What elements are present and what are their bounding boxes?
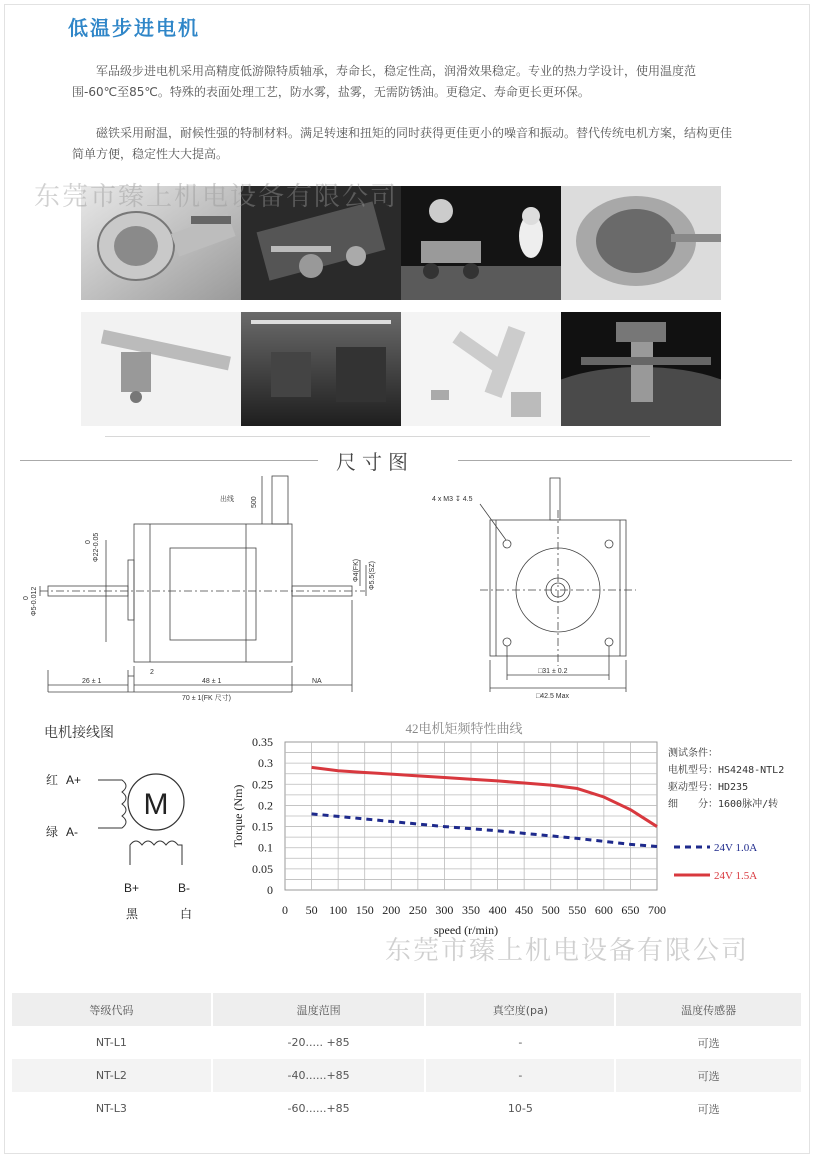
x-tick-label: 400 (488, 903, 507, 917)
watermark-bottom: 东莞市臻上机电设备有限公司 (385, 936, 750, 966)
label-na: NA (312, 678, 322, 685)
torque-speed-chart (228, 716, 808, 946)
wiring-title: 电机接线图 (44, 725, 114, 741)
cell-sensor: 可选 (615, 1059, 802, 1092)
chart-title: 42电机矩频特性曲线 (405, 721, 523, 736)
terminal-a-plus: A+ (66, 773, 82, 787)
y-tick-label: 0.15 (252, 819, 273, 834)
x-tick-label: 450 (515, 903, 534, 917)
cell-vacuum: - (425, 1026, 615, 1059)
label-holes: 4 x M3 ↧ 4.5 (432, 496, 473, 503)
photo-robot-arm (401, 312, 561, 426)
x-tick-label: 500 (541, 903, 560, 917)
label-26: 26 ± 1 (82, 678, 102, 685)
section-line-right (458, 460, 792, 461)
terminal-a-minus: A- (66, 825, 78, 839)
x-tick-label: 300 (435, 903, 454, 917)
photo-moon-rover (401, 186, 561, 300)
cell-grade: NT-L3 (12, 1092, 212, 1125)
table-header-row (12, 993, 802, 1026)
section-title-dimension: 尺寸图 (336, 450, 414, 474)
y-tick-label: 0.35 (252, 735, 273, 749)
intro-paragraph-2: 磁铁采用耐温，耐候性强的特制材料。满足转速和扭矩的同时获得更佳更小的噪音和振动。替代传统电机方案，结构更佳简单方便，稳定性大大提高。 (72, 126, 733, 161)
cell-sensor: 可选 (615, 1092, 802, 1125)
dimension-drawing (20, 470, 800, 705)
test-condition-microstep: 细 分：1600脉冲/转 (668, 799, 779, 810)
cell-range: -20..... +85 (212, 1026, 426, 1059)
label-lead-length: 500 (251, 496, 258, 508)
cell-grade: NT-L1 (12, 1026, 212, 1059)
terminal-b-minus: B- (178, 881, 190, 895)
label-sz: Φ5.5(SZ) (369, 561, 376, 590)
x-axis-label: speed (r/min) (433, 923, 499, 937)
x-tick-label: 100 (329, 903, 348, 917)
label-shaft-tolerance: 0 (23, 596, 30, 600)
test-condition-driver: 驱动型号：HD235 (668, 782, 749, 793)
label-2: 2 (150, 669, 154, 676)
legend-label-1: 24V 1.0A (714, 842, 758, 854)
label-shaft-diameter: Φ5-0.012 (31, 586, 38, 616)
x-tick-label: 150 (355, 903, 374, 917)
y-tick-label: 0.25 (252, 777, 273, 792)
wire-color-white: 白 (180, 907, 193, 921)
header-vacuum: 真空度(pa) (425, 993, 615, 1026)
x-tick-label: 0 (282, 903, 288, 917)
header-temperature-range: 温度范围 (212, 993, 426, 1026)
y-axis-label: Torque (Nm) (231, 784, 245, 848)
header-temp-sensor: 温度传感器 (615, 993, 802, 1026)
y-tick-label: 0.3 (258, 756, 273, 771)
x-tick-label: 700 (648, 903, 666, 917)
section-line-left (20, 460, 318, 461)
table-row (12, 1092, 802, 1125)
x-tick-label: 350 (462, 903, 480, 917)
y-tick-label: 0.05 (252, 861, 273, 876)
photo-cleanroom (241, 312, 401, 426)
legend-label-2: 24V 1.5A (714, 870, 758, 882)
table-row (12, 1059, 802, 1092)
header-grade-code: 等级代码 (12, 993, 212, 1026)
page-title: 低温步进电机 (68, 16, 200, 40)
divider (105, 436, 650, 437)
cell-grade: NT-L2 (12, 1059, 212, 1092)
test-condition-motor: 电机型号：HS4248-NTL2 (668, 765, 785, 776)
photo-gear-motor (561, 186, 721, 300)
x-tick-label: 650 (621, 903, 640, 917)
x-tick-label: 600 (594, 903, 613, 917)
label-boss-diameter: Φ22-0.05 (93, 532, 100, 562)
y-tick-label: 0 (267, 883, 273, 897)
wire-color-green: 绿 (46, 825, 59, 839)
series-line-1 (312, 814, 657, 847)
label-lead: 出线 (220, 496, 234, 503)
photo-space-station (561, 312, 721, 426)
cell-sensor: 可选 (615, 1026, 802, 1059)
x-tick-label: 50 (305, 903, 318, 917)
y-tick-label: 0.1 (258, 840, 273, 855)
intro-paragraph-1: 军品级步进电机采用高精度低游隙特质轴承，寿命长，稳定性高，润滑效果稳定。专业的热力学设计，使用温度范围-60℃至85℃。特殊的表面处理工艺，防水雾，盐雾，无需防锈油。更稳定、寿命更长更环保。 (72, 64, 697, 99)
label-48: 48 ± 1 (202, 678, 222, 685)
spec-table (12, 993, 803, 1125)
terminal-b-plus: B+ (124, 881, 140, 895)
label-70: 70 ± 1(FK 尺寸) (182, 695, 231, 702)
wire-color-red: 红 (46, 773, 59, 787)
y-tick-label: 0.2 (258, 798, 273, 813)
test-condition-heading: 测试条件： (668, 748, 718, 759)
watermark-top: 东莞市臻上机电设备有限公司 (34, 182, 399, 212)
cell-range: -60......+85 (212, 1092, 426, 1125)
wire-color-black: 黑 (126, 907, 139, 921)
label-boss-tolerance: 0 (85, 540, 92, 544)
cell-vacuum: - (425, 1059, 615, 1092)
photo-linear-rail (81, 312, 241, 426)
label-fk: Φ4(FK) (353, 558, 360, 582)
x-tick-label: 200 (382, 903, 401, 917)
motor-symbol: M (143, 788, 169, 821)
x-tick-label: 250 (408, 903, 427, 917)
table-row (12, 1026, 802, 1059)
series-line-2 (312, 767, 657, 826)
label-31: □31 ± 0.2 (538, 668, 568, 675)
x-tick-label: 550 (568, 903, 587, 917)
wiring-diagram (36, 760, 216, 930)
label-42: □42.5 Max (536, 693, 570, 700)
cell-vacuum: 10-5 (425, 1092, 615, 1125)
cell-range: -40......+85 (212, 1059, 426, 1092)
